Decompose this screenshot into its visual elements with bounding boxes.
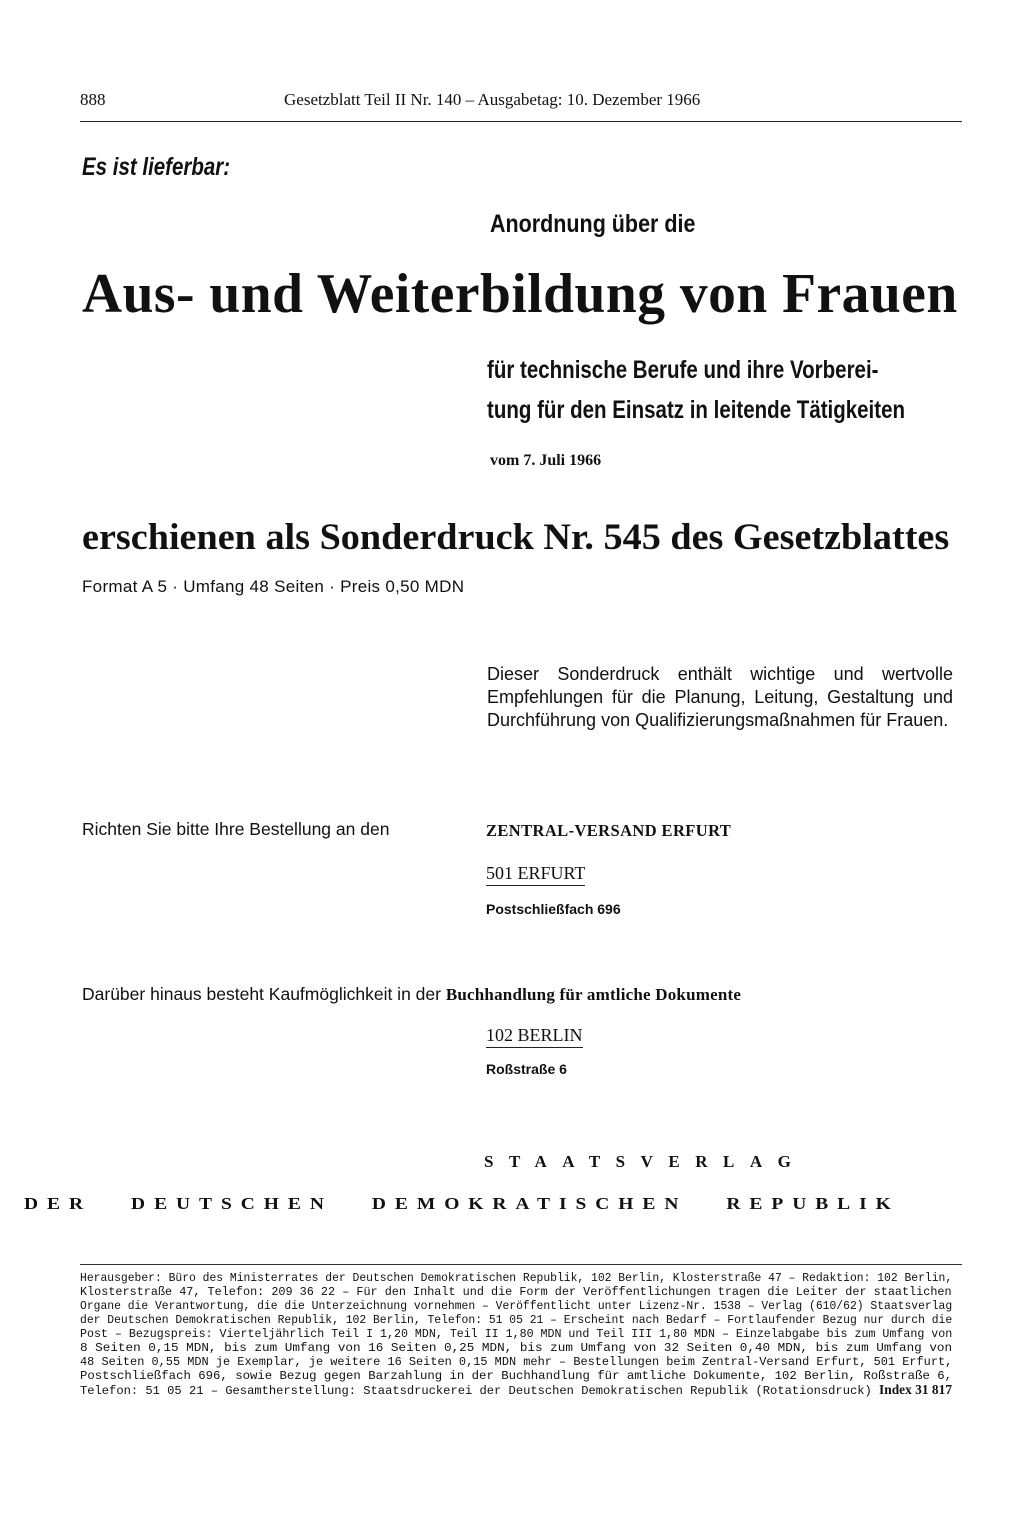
- imprint-line: Klosterstraße 47, Telefon: 209 36 22 – Für den Inhalt und die Form der Veröffentlichungen tragen die Leiter der staatlichen: [80, 1285, 952, 1299]
- imprint-line: Herausgeber: Büro des Ministerrates der Deutschen Demokratischen Republik, 102 Berlin, Klosterstraße 47 – Redaktion: 102 Berlin,: [80, 1271, 953, 1285]
- publisher-country: DER DEUTSCHEN DEMOKRATISCHEN REPUBLIK: [24, 1194, 900, 1213]
- order-recipient: ZENTRAL-VERSAND ERFURT: [486, 821, 732, 840]
- header-rule: [80, 121, 962, 122]
- header-title: Gesetzblatt Teil II Nr. 140 – Ausgabetag: 10. Dezember 1966: [284, 90, 701, 109]
- subtitle: [487, 350, 957, 430]
- imprint-rule: [80, 1264, 962, 1265]
- subtitle-line-1: für technische Berufe und ihre Vorberei-: [487, 356, 879, 384]
- main-title: Aus- und Weiterbildung von Frauen: [82, 263, 958, 325]
- imprint-line: 48 Seiten 0,55 MDN je Exemplar, je weitere 16 Seiten 0,15 MDN mehr – Bestellungen beim Zentral-Versand Erfurt, 501 Erfurt,: [80, 1355, 953, 1369]
- additional-purchase: [82, 984, 741, 1005]
- subtitle-line-2: tung für den Einsatz in leitende Tätigkeiten: [487, 396, 906, 424]
- imprint-last-line: [80, 1382, 953, 1398]
- imprint-line: Postschließfach 696, sowie Bezug gegen Barzahlung in der Buchhandlung für amtliche Dokumente, 102 Berlin, Roßstraße 6,: [80, 1369, 953, 1383]
- publisher-name: STAATSVERLAG: [484, 1152, 807, 1171]
- available-label: Es ist lieferbar:: [82, 153, 231, 181]
- bookstore-street: Roßstraße 6: [486, 1061, 567, 1077]
- description-paragraph: Dieser Sonderdruck enthält wichtige und wertvolle Empfehlungen für die Planung, Leitung, Gestaltung und Durchführung von Qualifizierungsmaßnahmen für Frauen.: [487, 664, 953, 730]
- index-number: Index 31 817: [879, 1382, 953, 1397]
- page-number: 888: [80, 90, 106, 109]
- published-as-heading: erschienen als Sonderdruck Nr. 545 des Gesetzblattes: [82, 517, 950, 558]
- order-instruction: Richten Sie bitte Ihre Bestellung an den: [82, 819, 390, 839]
- ordinance-date: vom 7. Juli 1966: [490, 452, 602, 469]
- format-info: Format A 5 · Umfang 48 Seiten · Preis 0,50 MDN: [82, 577, 465, 596]
- imprint-line: Organe die Verantwortung, die die Unterzeichnung vornehmen – Veröffentlicht unter Lizenz-Nr. 1538 – Verlag (610/62) Staatsverlag: [80, 1299, 953, 1313]
- imprint-line: der Deutschen Demokratischen Republik, 102 Berlin, Telefon: 51 05 21 – Erscheint nach Bedarf – Fortlaufender Bezug nur durch die: [80, 1313, 953, 1327]
- imprint-line: Post – Bezugspreis: Vierteljährlich Teil I 1,20 MDN, Teil II 1,80 MDN und Teil III 1,80 MDN – Einzelabgabe bis zum Umfang von: [80, 1327, 953, 1341]
- ordinance-intro: Anordnung über die: [490, 210, 696, 238]
- bookstore-city: 102 BERLIN: [486, 1025, 583, 1048]
- imprint-block: [80, 1271, 952, 1398]
- recipient-postbox: Postschließfach 696: [486, 901, 621, 917]
- imprint-line: Telefon: 51 05 21 – Gesamtherstellung: Staatsdruckerei der Deutschen Demokratischen Republik (Rotationsdruck): [80, 1384, 872, 1398]
- additional-purchase-text: Darüber hinaus besteht Kaufmöglichkeit in der: [82, 984, 441, 1004]
- imprint-line: 8 Seiten 0,15 MDN, bis zum Umfang von 16 Seiten 0,25 MDN, bis zum Umfang von 32 Seiten 0,40 MDN, bis zum Umfang von: [80, 1341, 953, 1355]
- bookstore-name: Buchhandlung für amtliche Dokumente: [445, 985, 742, 1004]
- recipient-city: 501 ERFURT: [486, 863, 585, 886]
